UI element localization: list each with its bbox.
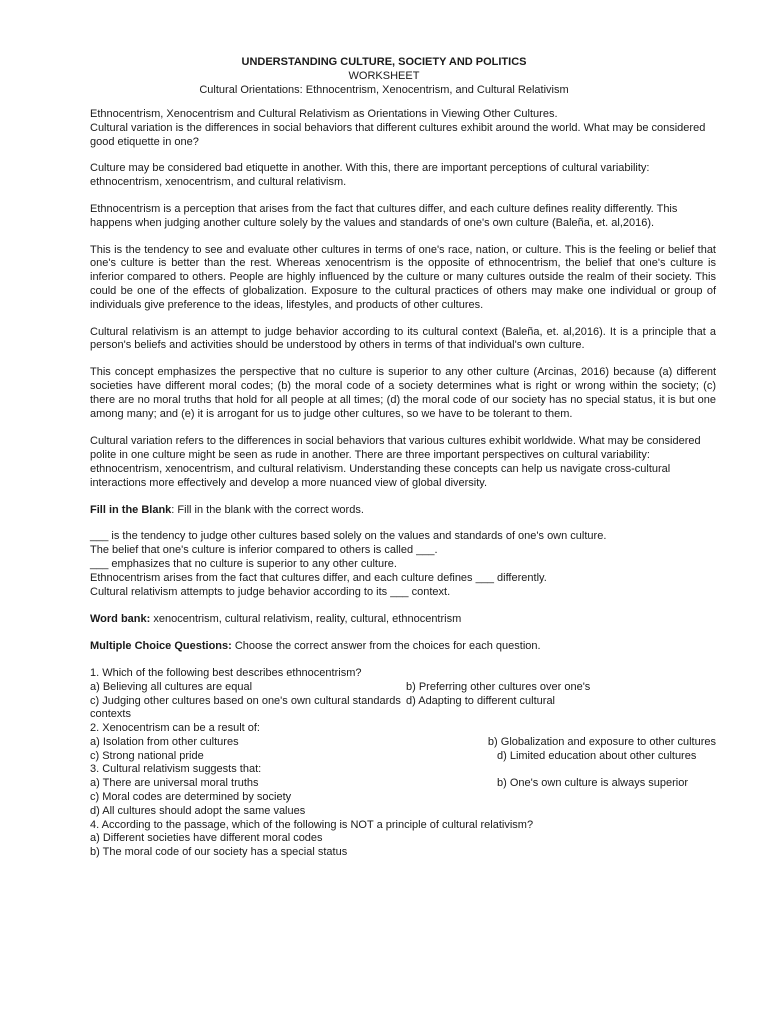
option-continuation: contexts [90, 708, 131, 721]
option: d) Limited education about other cultures [497, 749, 697, 762]
mcq-label: Multiple Choice Questions: [90, 640, 232, 653]
option: d) All cultures should adopt the same values [90, 804, 306, 817]
document-subtitle: WORKSHEET [348, 70, 420, 82]
question-3-options-ab [90, 777, 716, 791]
mcq-list [90, 667, 716, 860]
word-bank-words: xenocentrism, cultural relativism, reality, cultural, ethnocentrism [150, 613, 462, 626]
option: c) Judging other cultures based on one's own cultural standards [90, 694, 401, 707]
question-2-options-ab [90, 736, 716, 750]
option: b) Globalization and exposure to other cultures [487, 735, 716, 748]
document-header [0, 55, 768, 97]
question-1: 1. Which of the following best describes ethnocentrism? [90, 666, 362, 679]
question-1-options-cd [90, 695, 716, 709]
question-4: 4. According to the passage, which of the following is NOT a principle of cultural relativism? [90, 818, 534, 831]
question-1-options-ab [90, 681, 716, 695]
option: b) The moral code of our society has a special status [90, 846, 348, 859]
intro-text: Cultural variation is the differences in social behaviors that different cultures exhibit around the world. What may be considered good etiquette in one? [90, 121, 706, 148]
option: c) Moral codes are determined by society [90, 791, 292, 804]
paragraph-cultural-relativism: Cultural relativism is an attempt to judge behavior according to its cultural context (Baleña, et. al,2016). It is a principle that a person's beliefs and activities should be understood by others in terms of that individual's own culture. [90, 325, 716, 352]
fill-blank-instruction: : Fill in the blank with the correct words. [171, 503, 364, 516]
option: a) Believing all cultures are equal [90, 680, 253, 693]
paragraph-cultural-variation: Cultural variation refers to the differences in social behaviors that various cultures exhibit worldwide. What may be considered polite in one culture might be seen as rude in another. There are three important perspectives on cultural variability: ethnocentrism, xenocentrism, and cultural relativism. Understanding these concepts can help us navigate cross-cultural interactions more effectively and develop a more nuanced view of global diversity. [90, 435, 701, 489]
option: b) One's own culture is always superior [497, 777, 689, 790]
paragraph-ethnocentrism: Ethnocentrism is a perception that arises from the fact that cultures differ, and each culture defines reality differently. This happens when judging another culture solely by the values and standards of one's own culture (Baleña, et. al,2016). [90, 202, 678, 229]
fill-blank-item: ___ emphasizes that no culture is superior to any other culture. [90, 557, 397, 570]
fill-blank-label: Fill in the Blank [90, 503, 172, 516]
fill-blank-item: Ethnocentrism arises from the fact that cultures differ, and each culture defines ___ differently. [90, 571, 547, 584]
intro-heading: Ethnocentrism, Xenocentrism and Cultural Relativism as Orientations in Viewing Other Cultures. [90, 108, 558, 120]
fill-blank-item: The belief that one's culture is inferior compared to others is called ___. [90, 544, 438, 557]
fill-blank-heading [90, 504, 716, 518]
mcq-heading [90, 640, 716, 654]
option: d) Adapting to different cultural [406, 694, 556, 707]
question-3: 3. Cultural relativism suggests that: [90, 763, 262, 776]
document-topic: Cultural Orientations: Ethnocentrism, Xenocentrism, and Cultural Relativism [199, 84, 569, 96]
paragraph-etiquette: Culture may be considered bad etiquette in another. With this, there are important perceptions of cultural variability: ethnocentrism, xenocentrism, and cultural relativism. [90, 162, 650, 189]
option: c) Strong national pride [90, 749, 204, 762]
intro-paragraph [90, 108, 716, 149]
fill-blank-item: ___ is the tendency to judge other cultures based solely on the values and standards of one's own culture. [90, 530, 607, 543]
question-2-options-cd [90, 750, 716, 764]
word-bank [90, 613, 716, 627]
mcq-instruction: Choose the correct answer from the choices for each question. [231, 640, 541, 653]
paragraph-xenocentrism: This is the tendency to see and evaluate other cultures in terms of one's race, nation, or culture. This is the feeling or belief that one's culture is better than the rest. Whereas xenocentrism is the opposite of ethnocentrism, the belief that one's culture is inferior compared to others. People are highly influenced by the culture or many cultures outside the realm of their society. This could be one of the effects of globalization. Exposure to the cultural practices of others may make one individual or group of individuals give preference to the ideas, lifestyles, and products of other cultures. [90, 243, 716, 311]
word-bank-label: Word bank: [90, 613, 151, 626]
option: b) Preferring other cultures over one's [406, 680, 591, 693]
paragraph-moral-codes: This concept emphasizes the perspective that no culture is superior to any other culture (Arcinas, 2016) because (a) different societies have different moral codes; (b) the moral code of a society determines what is right or wrong within the society; (c) there are no moral truths that hold for all people at all times; (d) the moral code of our society has no special status, it is but one among many; and (e) it is arrogant for us to judge other cultures, so we have to be tolerant to them. [90, 366, 716, 420]
option: a) Different societies have different moral codes [90, 832, 323, 845]
fill-blank-list [90, 530, 716, 599]
document-body [90, 108, 716, 860]
question-2: 2. Xenocentrism can be a result of: [90, 722, 260, 735]
option: a) There are universal moral truths [90, 777, 259, 790]
document-title: UNDERSTANDING CULTURE, SOCIETY AND POLITICS [241, 56, 527, 68]
option: a) Isolation from other cultures [90, 735, 239, 748]
fill-blank-item: Cultural relativism attempts to judge behavior according to its ___ context. [90, 585, 451, 598]
